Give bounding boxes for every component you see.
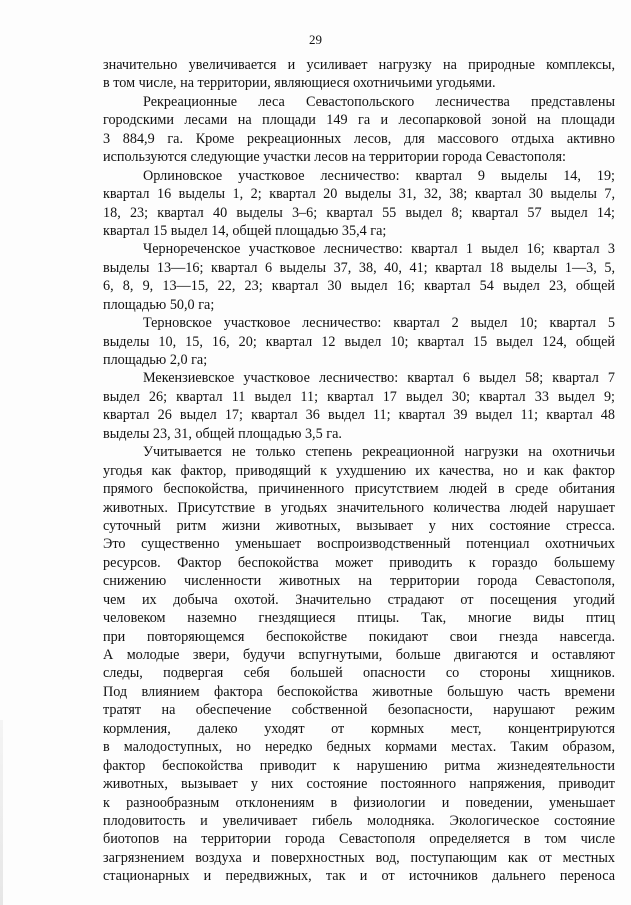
scan-edge-shadow	[0, 720, 3, 905]
page-number: 29	[309, 32, 322, 47]
text-line: плодовитость и увеличивает гибель молодняка. Экологическое состояние	[103, 812, 615, 829]
text-line: Рекреационные леса Севастопольского лесничества представлены	[143, 93, 615, 110]
text-line: животных, вызывает у них состояние постоянного напряжения, приводит	[103, 776, 615, 793]
body-text	[103, 56, 615, 886]
text-line: значительно увеличивается и усиливает нагрузку на природные комплексы,	[103, 57, 615, 73]
text-line: животных. Присутствие в угодьях значительного количества людей нарушает	[103, 499, 615, 516]
text-line: Это существенно уменьшает воспроизводственный потенциал охотничьих	[103, 536, 615, 553]
text-line: кормления, далеко уходят от кормных мест, концентрируются	[103, 720, 615, 737]
text-line: Терновское участковое лесничество: квартал 2 выдел 10; квартал 5	[143, 315, 615, 332]
text-line: городскими лесами на площади 149 га и лесопарковой зоной на площади	[103, 112, 615, 129]
text-line: Чернореченское участковое лесничество: квартал 1 выдел 16; квартал 3	[143, 241, 615, 258]
text-line: выделы 13—16; квартал 6 выделы 37, 38, 40, 41; квартал 18 выделы 1—3, 5,	[103, 259, 615, 276]
text-line: в малодоступных, но нередко бедных кормами местах. Таким образом,	[103, 739, 615, 756]
text-line: человеком наземно гнездящиеся птицы. Так, многие виды птиц	[103, 610, 615, 627]
text-line: суточный ритм жизни животных, вызывает у них состояние стресса.	[103, 517, 615, 534]
text-line: ресурсов. Фактор беспокойства может приводить к гораздо большему	[103, 554, 615, 571]
text-line: Под влиянием фактора беспокойства животные большую часть времени	[103, 683, 615, 700]
text-line: биотопов на территории города Севастополя определяется в том числе	[103, 831, 615, 848]
text-line: Мекензиевское участковое лесничество: квартал 6 выдел 58; квартал 7	[143, 370, 615, 387]
text-line: тратят на обеспечение собственной безопасности, нарушают режим	[103, 702, 615, 719]
text-line: чем их добыча охотой. Значительно страдают от посещения угодий	[103, 591, 615, 608]
text-line: 3 884,9 га. Кроме рекреационных лесов, для массового отдыха активно	[103, 130, 615, 147]
text-line: к разнообразным отклонениям в физиологии и поведении, уменьшает	[103, 794, 615, 811]
text-line: выделы 10, 15, 16, 20; квартал 12 выдел 10; квартал 15 выдел 124, общей	[103, 333, 615, 350]
text-line: Учитывается не только степень рекреационной нагрузки на охотничьи	[143, 444, 615, 461]
text-line: фактор беспокойства приводит к нарушению ритма жизнедеятельности	[103, 757, 615, 774]
text-line: прямого беспокойства, причиненного присутствием людей в среде обитания	[103, 481, 615, 498]
text-line: снижению численности животных на территории города Севастополя,	[103, 573, 615, 590]
text-line: при повторяющемся беспокойстве покидают свои гнезда навсегда.	[103, 628, 615, 645]
text-line: в том числе, на территории, являющиеся охотничьими угодьями.	[103, 75, 496, 92]
text-line: используются следующие участки лесов на территории города Севастополя:	[103, 149, 566, 166]
text-line: квартал 16 выделы 1, 2; квартал 20 выделы 31, 32, 38; квартал 30 выделы 7,	[103, 186, 615, 203]
text-line: загрязнением воздуха и поверхностных вод, поступающим как от местных	[103, 849, 615, 866]
text-line: стационарных и передвижных, так и от источников дальнего переноса	[103, 868, 615, 885]
text-line: квартал 15 выдел 14, общей площадью 35,4 га;	[103, 222, 387, 239]
text-line: угодья как фактор, приводящий к ухудшению их качества, но и как фактор	[103, 462, 615, 479]
text-line: площадью 2,0 га;	[103, 352, 208, 368]
text-line: 18, 23; квартал 40 выделы 3–6; квартал 55 выдел 8; квартал 57 выдел 14;	[103, 204, 615, 221]
text-line: Орлиновское участковое лесничество: квартал 9 выделы 14, 19;	[143, 167, 615, 184]
text-line: выделы 23, 31, общей площадью 3,5 га.	[103, 425, 342, 442]
text-line: следы, подвергая себя большей опасности со стороны хищников.	[103, 665, 615, 682]
text-line: 6, 8, 9, 13—15, 22, 23; квартал 30 выдел 16; квартал 54 выдел 23, общей	[103, 278, 615, 295]
text-line: выдел 26; квартал 11 выдел 11; квартал 17 выдел 30; квартал 33 выдел 9;	[103, 388, 615, 405]
text-line: А молодые звери, будучи вспугнутыми, больше двигаются и оставляют	[103, 647, 615, 663]
text-line: квартал 26 выдел 17; квартал 36 выдел 11; квартал 39 выдел 11; квартал 48	[103, 407, 615, 424]
text-line: площадью 50,0 га;	[103, 296, 215, 313]
